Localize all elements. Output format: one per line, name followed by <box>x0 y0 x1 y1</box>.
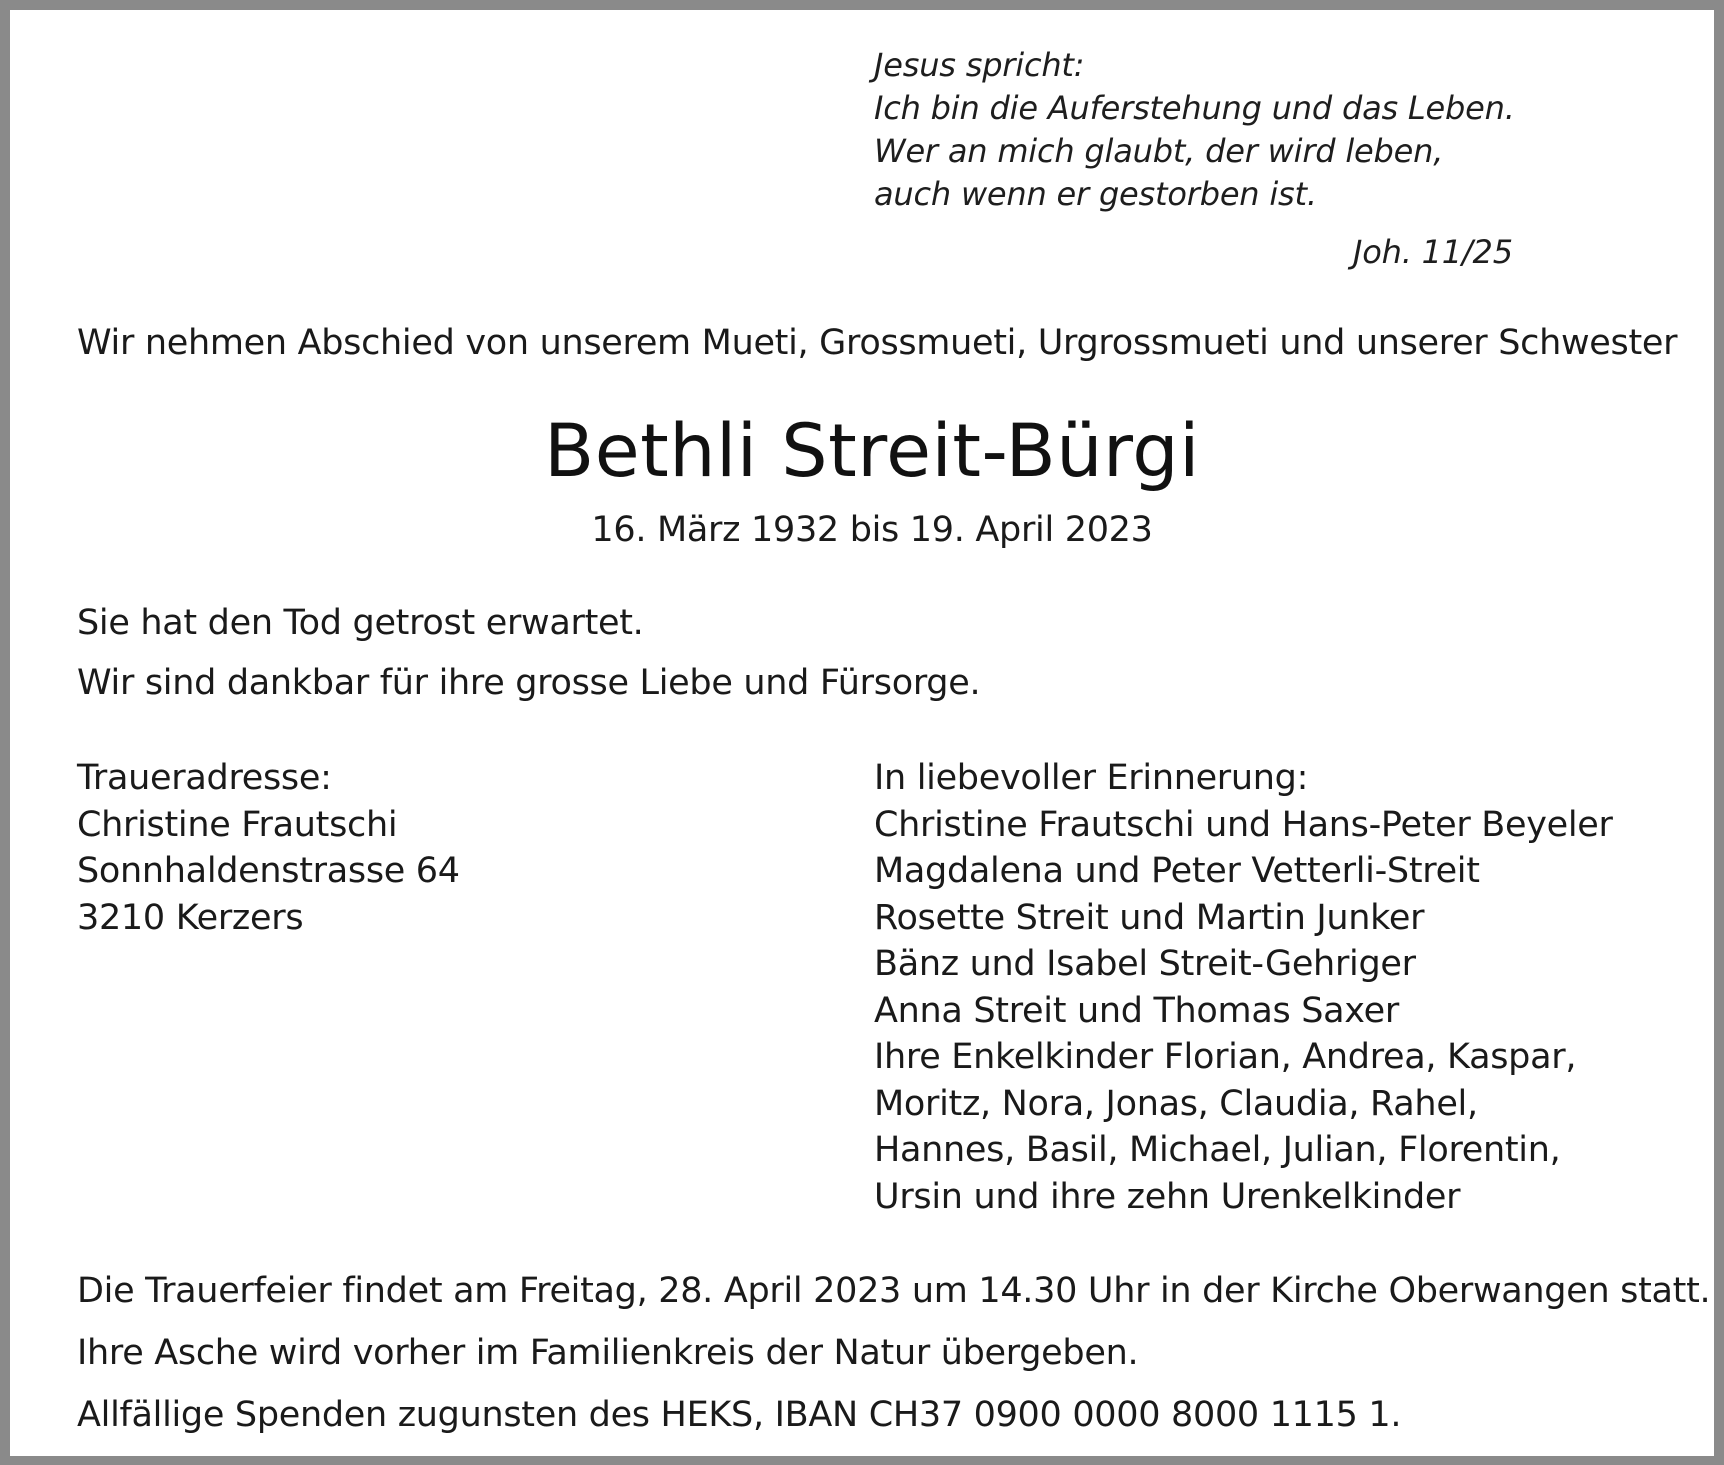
bible-quote <box>874 44 1515 216</box>
remembrance-heading: In liebevoller Erinnerung: <box>874 758 1309 798</box>
mourner-line: Moritz, Nora, Jonas, Claudia, Rahel, <box>874 1083 1478 1124</box>
quote-line: Ich bin die Auferstehung und das Leben. <box>874 89 1515 127</box>
quote-reference: Joh. 11/25 <box>1353 233 1513 271</box>
address-line: 3210 Kerzers <box>77 897 304 938</box>
donation-info: Allfällige Spenden zugunsten des HEKS, IBAN CH37 0900 0000 8000 1115 1. <box>77 1395 1402 1435</box>
mourner-line: Ihre Enkelkinder Florian, Andrea, Kaspar, <box>874 1037 1577 1077</box>
address-line: Christine Frautschi <box>77 804 398 845</box>
mourning-address-heading: Traueradresse: <box>77 758 332 798</box>
remembrance-list <box>874 755 1613 1220</box>
deceased-name: Bethli Streit-Bürgi <box>544 409 1200 494</box>
quote-line: Jesus spricht: <box>874 46 1085 84</box>
quote-line: Wer an mich glaubt, der wird leben, <box>874 132 1444 170</box>
mourner-line: Christine Frautschi und Hans-Peter Beyeler <box>874 804 1613 845</box>
statement-line: Wir sind dankbar für ihre grosse Liebe und Fürsorge. <box>77 663 981 703</box>
mourner-line: Anna Streit und Thomas Saxer <box>874 990 1399 1031</box>
farewell-intro: Wir nehmen Abschied von unserem Mueti, Grossmueti, Urgrossmueti und unserer Schwester <box>77 323 1678 363</box>
mourner-line: Rosette Streit und Martin Junker <box>874 897 1425 938</box>
mourning-address <box>77 755 460 941</box>
mourner-line: Bänz und Isabel Streit-Gehriger <box>874 944 1416 984</box>
address-line: Sonnhaldenstrasse 64 <box>77 851 460 891</box>
mourner-line: Magdalena und Peter Vetterli-Streit <box>874 851 1480 891</box>
life-dates: 16. März 1932 bis 19. April 2023 <box>591 510 1153 550</box>
funeral-service-info: Die Trauerfeier findet am Freitag, 28. April 2023 um 14.30 Uhr in der Kirche Oberwangen statt. <box>77 1271 1711 1311</box>
statement-line: Sie hat den Tod getrost erwartet. <box>77 603 644 643</box>
mourner-line: Ursin und ihre zehn Urenkelkinder <box>874 1176 1461 1217</box>
ashes-info: Ihre Asche wird vorher im Familienkreis der Natur übergeben. <box>77 1333 1139 1373</box>
mourner-line: Hannes, Basil, Michael, Julian, Florentin, <box>874 1130 1561 1170</box>
quote-line: auch wenn er gestorben ist. <box>874 175 1317 213</box>
